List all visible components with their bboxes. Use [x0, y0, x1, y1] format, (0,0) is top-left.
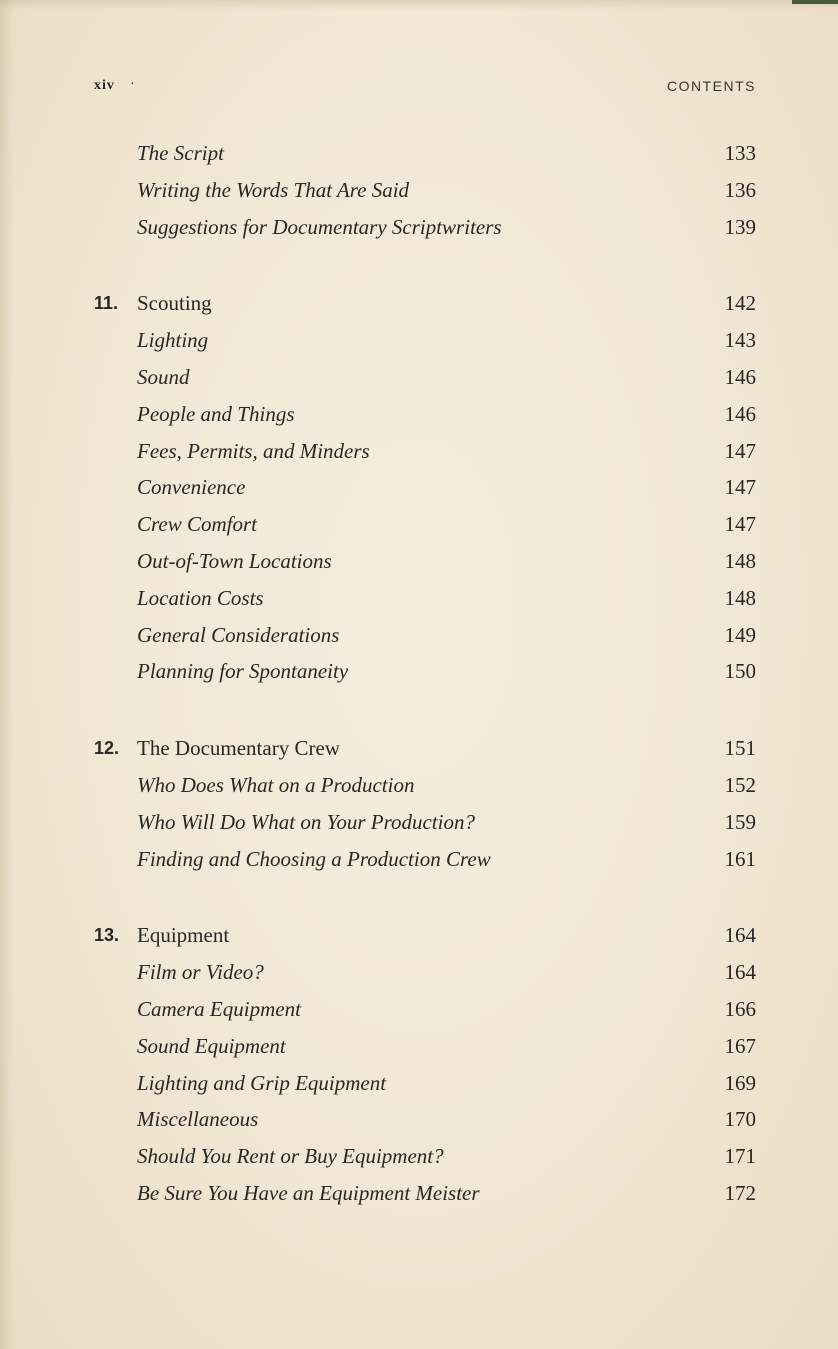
- chapter-number: 13.: [94, 925, 120, 945]
- toc-entry-row: [0, 175, 838, 205]
- toc-entry-row: [0, 770, 838, 800]
- toc-chapter-row: [0, 288, 838, 318]
- section-title: Sound Equipment: [137, 1034, 286, 1058]
- page-number: 169: [724, 1071, 756, 1095]
- page-number: 159: [724, 810, 756, 834]
- toc-entry-row: [0, 399, 838, 429]
- section-title: Suggestions for Documentary Scriptwriters: [137, 215, 502, 239]
- toc-entry-row: [0, 957, 838, 987]
- page-number: 148: [724, 586, 756, 610]
- toc-entry-row: [0, 138, 838, 168]
- page-number: 170: [724, 1107, 756, 1131]
- section-title: Who Does What on a Production: [137, 773, 415, 797]
- chapter-title: The Documentary Crew: [137, 736, 340, 760]
- page-number: 146: [724, 402, 756, 426]
- toc-entry-row: [0, 212, 838, 242]
- toc-chapter-row: [0, 733, 838, 763]
- page-number: 148: [724, 549, 756, 573]
- toc-entry-row: [0, 620, 838, 650]
- page-number: 133: [724, 141, 756, 165]
- page-edge-shadow-top: [0, 0, 838, 10]
- section-title: Out-of-Town Locations: [137, 549, 332, 573]
- section-title: People and Things: [137, 402, 295, 426]
- toc-entry-row: [0, 1068, 838, 1098]
- page-number: 139: [724, 215, 756, 239]
- page-number: 149: [724, 623, 756, 647]
- toc-chapter-row: [0, 920, 838, 950]
- section-title: Camera Equipment: [137, 997, 301, 1021]
- chapter-number: 11.: [94, 293, 119, 313]
- chapter-number: 12.: [94, 738, 120, 758]
- toc-entry-row: [0, 1178, 838, 1208]
- page-number: 166: [724, 997, 756, 1021]
- section-title: Fees, Permits, and Minders: [137, 439, 370, 463]
- section-title: Be Sure You Have an Equipment Meister: [137, 1181, 480, 1205]
- page-number: 172: [724, 1181, 756, 1205]
- page-number: 147: [724, 475, 756, 499]
- page-number: 150: [724, 659, 756, 683]
- running-head: [0, 78, 838, 98]
- toc-entry-row: [0, 436, 838, 466]
- section-title: Who Will Do What on Your Production?: [137, 810, 475, 834]
- chapter-title: Scouting: [137, 291, 212, 315]
- toc-entry-row: [0, 1031, 838, 1061]
- toc-entry-row: [0, 656, 838, 686]
- page-number: 147: [724, 439, 756, 463]
- toc-entry-row: [0, 1141, 838, 1171]
- toc-entry-row: [0, 1104, 838, 1134]
- page-number: 167: [724, 1034, 756, 1058]
- section-title: Lighting: [137, 328, 209, 352]
- running-head-title: CONTENTS: [667, 78, 756, 94]
- page-number: 152: [724, 773, 756, 797]
- toc-entry-row: [0, 509, 838, 539]
- section-title: Miscellaneous: [137, 1107, 259, 1131]
- page-number: 151: [724, 736, 756, 760]
- page-number: 142: [724, 291, 756, 315]
- page-number: 164: [724, 960, 756, 984]
- page-number: 164: [724, 923, 756, 947]
- section-title: Crew Comfort: [137, 512, 257, 536]
- page-number: 171: [724, 1144, 756, 1168]
- section-title: Convenience: [137, 475, 246, 499]
- page-number: 161: [724, 847, 756, 871]
- toc-entry-row: [0, 362, 838, 392]
- chapter-title: Equipment: [137, 923, 230, 947]
- section-title: Lighting and Grip Equipment: [137, 1071, 387, 1095]
- section-title: General Considerations: [137, 623, 340, 647]
- section-title: Finding and Choosing a Production Crew: [137, 847, 491, 871]
- toc-entry-row: [0, 325, 838, 355]
- section-title: Sound: [137, 365, 190, 389]
- toc-entry-row: [0, 994, 838, 1024]
- toc-entry-row: [0, 472, 838, 502]
- section-title: Film or Video?: [137, 960, 264, 984]
- section-title: The Script: [137, 141, 224, 165]
- page-number: 147: [724, 512, 756, 536]
- section-title: Writing the Words That Are Said: [137, 178, 410, 202]
- page-number: 146: [724, 365, 756, 389]
- section-title: Planning for Spontaneity: [137, 659, 349, 683]
- toc-entry-row: [0, 844, 838, 874]
- toc-entry-row: [0, 807, 838, 837]
- page-number: 143: [724, 328, 756, 352]
- section-title: Location Costs: [137, 586, 264, 610]
- toc-entry-row: [0, 546, 838, 576]
- page-number: 136: [724, 178, 756, 202]
- page-folio: xiv: [94, 78, 115, 93]
- section-title: Should You Rent or Buy Equipment?: [137, 1144, 444, 1168]
- toc-entry-row: [0, 583, 838, 613]
- folio-separator: ·: [130, 77, 135, 92]
- corner-mark: [792, 0, 838, 4]
